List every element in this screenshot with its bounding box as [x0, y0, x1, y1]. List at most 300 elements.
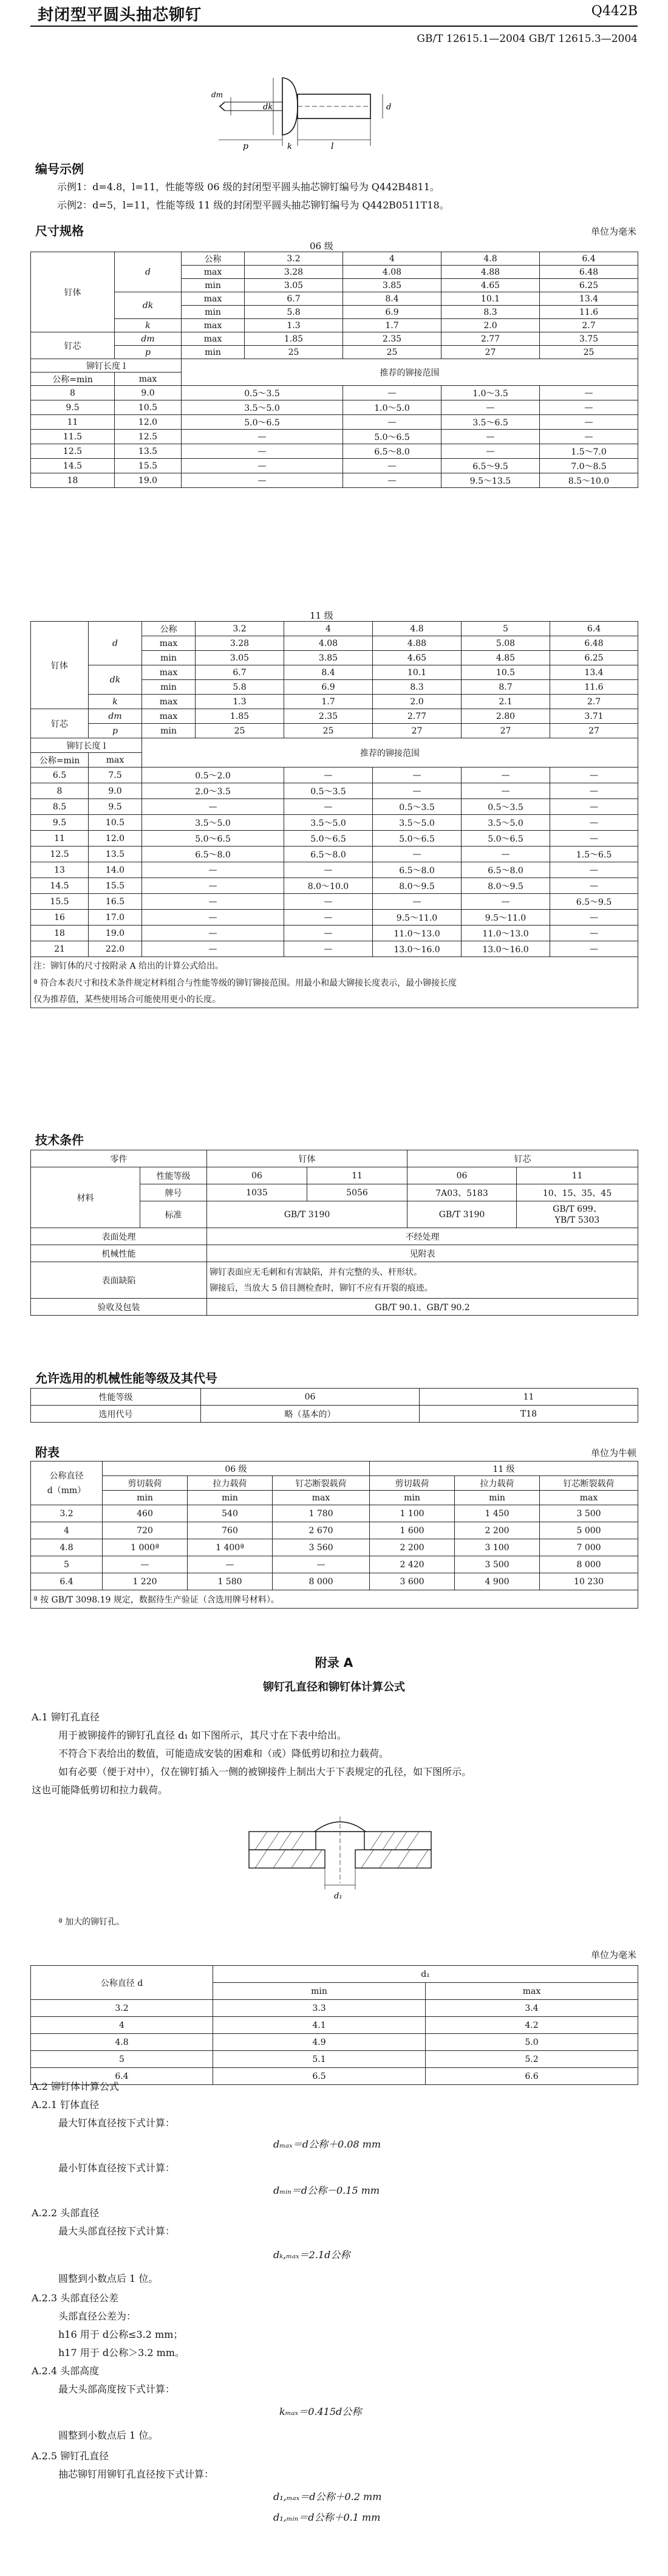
- spec-value: 11.6: [540, 306, 638, 319]
- grip-range: —: [462, 894, 550, 910]
- a25-heading: A.2.5 铆钉孔直径: [32, 2450, 109, 2462]
- length-max: 19.0: [89, 926, 142, 941]
- spec-value: 3.71: [550, 709, 638, 724]
- load-value: 1 000ª: [103, 1539, 188, 1556]
- a24-p2: 圆整到小数点后 1 位。: [58, 2430, 158, 2441]
- dim-label-d: d: [386, 103, 392, 112]
- spec-value: 4.8: [441, 252, 540, 266]
- load-value: 3 600: [370, 1573, 455, 1590]
- length-max-header: max: [115, 373, 182, 386]
- tech-mech-v: 见附表: [207, 1245, 638, 1262]
- length-row: [31, 941, 638, 957]
- part-label: 钉芯: [31, 709, 89, 738]
- grip-range: 1.0～3.5: [441, 386, 540, 400]
- grip-range: 8.5～10.0: [540, 473, 638, 488]
- hole-dim-label: d₁: [334, 1892, 343, 1901]
- grip-range: 5.0～6.5: [142, 831, 284, 847]
- grip-range: 5.0～6.5: [462, 831, 550, 847]
- length-max: 13.5: [115, 444, 182, 459]
- tech-b2: 5056: [307, 1184, 407, 1201]
- grip-range: 5.0～6.5: [182, 415, 343, 430]
- tech-material: 材料: [31, 1167, 140, 1228]
- length-max: 9.0: [115, 386, 182, 400]
- spec-value: 3.75: [540, 332, 638, 346]
- tolerance-label: min: [142, 680, 196, 695]
- dimension-table-06: [30, 252, 638, 488]
- spec-value: 27: [441, 346, 540, 359]
- spec-value: 1.3: [196, 695, 284, 709]
- a22-heading: A.2.2 头部直径: [32, 2207, 100, 2219]
- table-note: 注：铆钉体的尺寸按附录 A 给出的计算公式给出。: [31, 957, 638, 974]
- length-max: 9.5: [89, 799, 142, 815]
- load-value: 1 780: [273, 1505, 370, 1522]
- load-value: 8 000: [540, 1556, 638, 1573]
- spec-row: [31, 695, 638, 709]
- length-max-header: max: [89, 753, 142, 768]
- spec-value: 1.85: [245, 332, 343, 346]
- load-col0b: d（mm）: [47, 1485, 86, 1496]
- length-nominal: 16: [31, 910, 89, 926]
- a22-p1: 最大头部直径按下式计算：: [58, 2225, 176, 2237]
- appendix-title: 附录 A: [315, 1655, 353, 1670]
- a23-p3: h17 用于 d公称＞3.2 mm。: [58, 2347, 185, 2358]
- grip-range: 6.5～9.5: [441, 459, 540, 473]
- load-value: 2 420: [370, 1556, 455, 1573]
- spec-value: 27: [462, 724, 550, 738]
- spec-value: 3.85: [343, 279, 441, 292]
- length-header: 铆钉长度 l: [31, 738, 142, 753]
- grip-range: 6.5～8.0: [373, 862, 462, 878]
- hole-row: [31, 2034, 638, 2051]
- tech-g4: 11: [517, 1167, 638, 1184]
- hole-diameter: 4.1: [213, 2017, 426, 2034]
- allowed-c1: 略（基本的）: [201, 1406, 420, 1423]
- length-row: [31, 799, 638, 815]
- load-value: 10 230: [540, 1573, 638, 1590]
- load-h-min: min: [370, 1491, 455, 1505]
- length-row: [31, 430, 638, 444]
- spec-value: 4.65: [373, 651, 462, 665]
- spec-value: 3.05: [196, 651, 284, 665]
- dim-label-p: p: [243, 142, 248, 151]
- grip-range: 9.5～11.0: [462, 910, 550, 926]
- spec-value: 8.4: [343, 292, 441, 306]
- spec-value: 3.05: [245, 279, 343, 292]
- designation-heading: 编号示例: [35, 162, 84, 176]
- spec-value: 4: [343, 252, 441, 266]
- grip-range: 11.0～13.0: [373, 926, 462, 941]
- grip-range: —: [142, 926, 284, 941]
- length-nominal: 21: [31, 941, 89, 957]
- spec-value: 2.7: [550, 695, 638, 709]
- load-value: 460: [103, 1505, 188, 1522]
- grip-range: 6.5～9.5: [550, 894, 638, 910]
- tech-s2: GB/T 3190: [407, 1201, 517, 1228]
- formula-d1max: d₁,ₘₐₓ＝d公称＋0.2 mm: [273, 2491, 382, 2502]
- spec-value: 6.7: [196, 665, 284, 680]
- a21-heading: A.2.1 钉体直径: [32, 2099, 100, 2111]
- length-max: 12.0: [89, 831, 142, 847]
- nominal-diameter: 3.2: [31, 2000, 213, 2017]
- tech-accept-v: GB/T 90.1、GB/T 90.2: [207, 1299, 638, 1316]
- tolerance-label: max: [182, 292, 245, 306]
- spec-value: 13.4: [540, 292, 638, 306]
- grip-range: —: [142, 910, 284, 926]
- grip-range: 0.5～3.5: [462, 799, 550, 815]
- nominal-diameter: 4.8: [31, 2034, 213, 2051]
- a24-heading: A.2.4 头部高度: [32, 2365, 100, 2377]
- spec-value: 25: [343, 346, 441, 359]
- a1-heading: A.1 铆钉孔直径: [32, 1711, 100, 1723]
- grip-range: 7.0～8.5: [540, 459, 638, 473]
- tolerance-label: min: [182, 346, 245, 359]
- length-row: [31, 459, 638, 473]
- length-nominal: 8: [31, 386, 115, 400]
- allowed-heading: 允许选用的机械性能等级及其代号: [35, 1371, 217, 1386]
- grip-range: 6.5～8.0: [462, 862, 550, 878]
- length-max: 9.0: [89, 783, 142, 799]
- tech-h-std: 标准: [140, 1201, 207, 1228]
- grip-range: 8.0～10.0: [284, 878, 373, 894]
- load-value: —: [103, 1556, 188, 1573]
- dim-label-k: k: [287, 142, 292, 151]
- length-nominal: 18: [31, 926, 89, 941]
- appendix-table-heading: 附表: [35, 1445, 60, 1460]
- grip-range: —: [373, 894, 462, 910]
- tolerance-label: max: [182, 319, 245, 332]
- grip-range: 11.0～13.0: [462, 926, 550, 941]
- load-row: [31, 1505, 638, 1522]
- spec-value: 10.1: [441, 292, 540, 306]
- part-label: 钉体: [31, 622, 89, 709]
- part-label: 钉体: [31, 252, 115, 332]
- load-value: 1 220: [103, 1573, 188, 1590]
- grip-range: —: [284, 768, 373, 783]
- grade-11-label: 11 级: [310, 610, 333, 621]
- length-header: 铆钉长度 l: [31, 359, 182, 373]
- grip-range: —: [462, 783, 550, 799]
- load-h-break-11: 钉芯断裂载荷: [540, 1476, 638, 1491]
- tolerance-label: 公称: [142, 622, 196, 636]
- grip-range: —: [550, 799, 638, 815]
- grip-range: —: [284, 862, 373, 878]
- hole-row: [31, 2068, 638, 2085]
- spec-value: 4.88: [373, 636, 462, 651]
- spec-value: 25: [540, 346, 638, 359]
- load-h-tensile-06: 拉力载荷: [188, 1476, 273, 1491]
- length-nominal: 9.5: [31, 400, 115, 415]
- load-value: 3 100: [455, 1539, 540, 1556]
- length-row: [31, 926, 638, 941]
- symbol-label: k: [89, 695, 142, 709]
- allowed-g1: 06: [201, 1389, 420, 1406]
- grip-range: —: [540, 415, 638, 430]
- grip-range: —: [462, 768, 550, 783]
- grip-range: —: [343, 386, 441, 400]
- length-row: [31, 862, 638, 878]
- nominal-diameter: 5: [31, 1556, 103, 1573]
- length-max: 13.5: [89, 847, 142, 862]
- hole-diameter: 6.6: [426, 2068, 638, 2085]
- dimension-table-11: [30, 621, 638, 1008]
- grip-range: —: [540, 430, 638, 444]
- grip-range: —: [284, 941, 373, 957]
- tech-surface: 表面处理: [31, 1228, 207, 1245]
- spec-value: 11.6: [550, 680, 638, 695]
- length-max: 19.0: [115, 473, 182, 488]
- load-col0: 公称直径: [49, 1471, 84, 1481]
- hole-figure-note: ª 加大的铆钉孔。: [58, 1917, 125, 1927]
- grip-range: —: [284, 799, 373, 815]
- grip-range: 9.5～13.5: [441, 473, 540, 488]
- grip-range: —: [550, 783, 638, 799]
- length-row: [31, 386, 638, 400]
- load-value: 2 670: [273, 1522, 370, 1539]
- spec-value: 5.8: [245, 306, 343, 319]
- grip-range: —: [462, 847, 550, 862]
- grip-range: —: [373, 847, 462, 862]
- grip-range: —: [343, 473, 441, 488]
- spec-value: 4.08: [343, 266, 441, 279]
- grip-range: 3.5～5.0: [462, 815, 550, 831]
- grip-range: —: [550, 941, 638, 957]
- length-max: 12.5: [115, 430, 182, 444]
- spec-value: 27: [550, 724, 638, 738]
- appendix-table-unit: 单位为牛顿: [590, 1448, 636, 1458]
- tolerance-label: 公称: [182, 252, 245, 266]
- nominal-diameter: 4.8: [31, 1539, 103, 1556]
- spec-value: 3.28: [245, 266, 343, 279]
- spec-value: 2.35: [284, 709, 373, 724]
- spec-value: 13.4: [550, 665, 638, 680]
- grip-range: 3.5～5.0: [182, 400, 343, 415]
- grip-range: 3.5～5.0: [373, 815, 462, 831]
- spec-value: 3.85: [284, 651, 373, 665]
- formula-dmax: dₘₐₓ＝d公称＋0.08 mm: [273, 2138, 381, 2150]
- load-value: 8 000: [273, 1573, 370, 1590]
- tech-s3b: YB/T 5303: [554, 1215, 600, 1225]
- nominal-diameter: 5: [31, 2051, 213, 2068]
- load-value: 1 450: [455, 1505, 540, 1522]
- grip-range: —: [550, 768, 638, 783]
- formula-d1min: d₁,ₘᵢₙ＝d公称＋0.1 mm: [273, 2512, 381, 2523]
- load-value: 5 000: [540, 1522, 638, 1539]
- spec-value: 1.7: [284, 695, 373, 709]
- load-note: ª 按 GB/T 3098.19 规定，数据待生产验证（含选用牌号材料）。: [31, 1590, 638, 1609]
- hole-diameter: 5.2: [426, 2051, 638, 2068]
- symbol-label: k: [115, 319, 182, 332]
- spec-row: [31, 724, 638, 738]
- load-value: —: [273, 1556, 370, 1573]
- grip-range: 0.5～3.5: [284, 783, 373, 799]
- tolerance-label: min: [142, 651, 196, 665]
- load-h-min: min: [103, 1491, 188, 1505]
- a23-p1: 头部直径公差为：: [58, 2310, 137, 2322]
- length-row: [31, 878, 638, 894]
- length-nominal: 14.5: [31, 459, 115, 473]
- load-row: [31, 1539, 638, 1556]
- nominal-diameter: 4: [31, 2017, 213, 2034]
- load-value: 1 580: [188, 1573, 273, 1590]
- load-h-break-06: 钉芯断裂载荷: [273, 1476, 370, 1491]
- hole-table-unit: 单位为毫米: [590, 1949, 636, 1960]
- length-nominal: 13: [31, 862, 89, 878]
- spec-value: 4.08: [284, 636, 373, 651]
- load-value: 760: [188, 1522, 273, 1539]
- grip-range: —: [441, 400, 540, 415]
- tech-table: [30, 1150, 638, 1316]
- hole-diameter: 4.2: [426, 2017, 638, 2034]
- grip-range: 1.5～7.0: [540, 444, 638, 459]
- load-value: 3 560: [273, 1539, 370, 1556]
- table-note: 仅为推荐值，某些使用场合可能使用更小的长度。: [31, 991, 638, 1008]
- load-h-min: min: [455, 1491, 540, 1505]
- length-nominal: 15.5: [31, 894, 89, 910]
- length-row: [31, 894, 638, 910]
- tech-h-mandrel: 钉芯: [407, 1150, 638, 1167]
- tech-accept: 验收及包装: [31, 1299, 207, 1316]
- spec-value: 2.80: [462, 709, 550, 724]
- allowed-h-grade: 性能等级: [31, 1389, 201, 1406]
- dim-label-dk: dk: [263, 103, 273, 112]
- a21-p2: 最小钉体直径按下式计算：: [58, 2162, 176, 2174]
- symbol-label: p: [115, 346, 182, 359]
- length-max: 17.0: [89, 910, 142, 926]
- grip-range: —: [142, 878, 284, 894]
- spec-value: 6.7: [245, 292, 343, 306]
- a23-heading: A.2.3 头部直径公差: [32, 2292, 119, 2304]
- spec-value: 2.7: [540, 319, 638, 332]
- hole-h-d1: d₁: [213, 1966, 638, 1983]
- spec-value: 2.0: [441, 319, 540, 332]
- length-nominal: 12.5: [31, 444, 115, 459]
- load-value: 720: [103, 1522, 188, 1539]
- spec-row: [31, 622, 638, 636]
- length-row: [31, 831, 638, 847]
- spec-value: 3.2: [196, 622, 284, 636]
- load-row: [31, 1522, 638, 1539]
- tolerance-label: max: [142, 695, 196, 709]
- grip-range: 6.5～8.0: [343, 444, 441, 459]
- spec-value: 8.7: [462, 680, 550, 695]
- hole-diameter: 6.5: [213, 2068, 426, 2085]
- grip-range: 1.0～5.0: [343, 400, 441, 415]
- load-row: [31, 1556, 638, 1573]
- tech-b1: 1035: [207, 1184, 307, 1201]
- length-nominal: 9.5: [31, 815, 89, 831]
- grade-06-label: 06 级: [310, 241, 333, 252]
- spec-value: 6.4: [550, 622, 638, 636]
- grip-range: 8.0～9.5: [373, 878, 462, 894]
- grip-range: —: [142, 941, 284, 957]
- length-nominal: 14.5: [31, 878, 89, 894]
- dim-label-dm: dm: [211, 91, 223, 99]
- length-nominal: 11: [31, 831, 89, 847]
- hole-drawing: [243, 1813, 437, 1905]
- spec-row: [31, 665, 638, 680]
- grip-range: —: [550, 926, 638, 941]
- tech-defect-v1: 铆钉表面应无毛刺和有害缺陷，并有完整的头、杆形状。: [210, 1267, 422, 1277]
- spec-value: 4.88: [441, 266, 540, 279]
- formula-dmin: dₘᵢₙ＝d公称－0.15 mm: [273, 2185, 380, 2196]
- grip-range: 5.0～6.5: [373, 831, 462, 847]
- length-nominal: 8: [31, 783, 89, 799]
- load-h-max: max: [540, 1491, 638, 1505]
- spec-value: 25: [196, 724, 284, 738]
- length-row: [31, 815, 638, 831]
- hole-h-max: max: [426, 1983, 638, 2000]
- header-rule: [30, 26, 638, 27]
- spec-row: [31, 346, 638, 359]
- grip-range: —: [142, 894, 284, 910]
- spec-row: [31, 332, 638, 346]
- spec-value: 1.3: [245, 319, 343, 332]
- grip-range: —: [142, 862, 284, 878]
- grip-range: 13.0～16.0: [462, 941, 550, 957]
- a1-p2: 不符合下表给出的数值，可能造成安装的困难和（或）降低剪切和拉力载荷。: [58, 1748, 389, 1759]
- spec-row: [31, 292, 638, 306]
- spec-value: 2.77: [373, 709, 462, 724]
- spec-value: 6.48: [550, 636, 638, 651]
- tech-g1: 06: [207, 1167, 307, 1184]
- tech-h-brand: 牌号: [140, 1184, 207, 1201]
- load-value: 2 200: [455, 1522, 540, 1539]
- spec-value: 4.65: [441, 279, 540, 292]
- spec-value: 8.3: [441, 306, 540, 319]
- nominal-diameter: 6.4: [31, 1573, 103, 1590]
- load-h-shear-06: 剪切载荷: [103, 1476, 188, 1491]
- spec-value: 6.25: [540, 279, 638, 292]
- spec-value: 2.35: [343, 332, 441, 346]
- grip-range: 9.5～11.0: [373, 910, 462, 926]
- grip-range: 6.5～8.0: [284, 847, 373, 862]
- a22-p2: 圆整到小数点后 1 位。: [58, 2273, 158, 2284]
- length-row: [31, 400, 638, 415]
- length-row: [31, 473, 638, 488]
- tech-heading: 技术条件: [35, 1133, 84, 1147]
- a24-p1: 最大头部高度按下式计算：: [58, 2383, 176, 2395]
- load-value: —: [188, 1556, 273, 1573]
- length-nominal-header: 公称=min: [31, 373, 115, 386]
- grip-range: —: [182, 459, 343, 473]
- tolerance-label: min: [182, 306, 245, 319]
- load-value: 1 100: [370, 1505, 455, 1522]
- rivet-drawing: [206, 61, 462, 152]
- grip-range: —: [540, 386, 638, 400]
- tech-s3a: GB/T 699、: [553, 1204, 602, 1214]
- grip-range: 2.0～3.5: [142, 783, 284, 799]
- spec-value: 3.2: [245, 252, 343, 266]
- load-h-tensile-11: 拉力载荷: [455, 1476, 540, 1491]
- symbol-label: dm: [89, 709, 142, 724]
- grip-range: 3.5～5.0: [284, 815, 373, 831]
- length-nominal: 18: [31, 473, 115, 488]
- spec-value: 1.7: [343, 319, 441, 332]
- spec-value: 4.8: [373, 622, 462, 636]
- length-max: 14.0: [89, 862, 142, 878]
- load-row: [31, 1573, 638, 1590]
- grip-range: —: [343, 459, 441, 473]
- spec-value: 6.4: [540, 252, 638, 266]
- grip-range: —: [142, 799, 284, 815]
- nominal-diameter: 3.2: [31, 1505, 103, 1522]
- grip-range: —: [284, 926, 373, 941]
- grip-range: —: [550, 815, 638, 831]
- hole-diameter: 3.3: [213, 2000, 426, 2017]
- length-max: 10.5: [115, 400, 182, 415]
- hole-row: [31, 2051, 638, 2068]
- formula-kmax: kₘₐₓ＝0.415d公称: [279, 2406, 362, 2417]
